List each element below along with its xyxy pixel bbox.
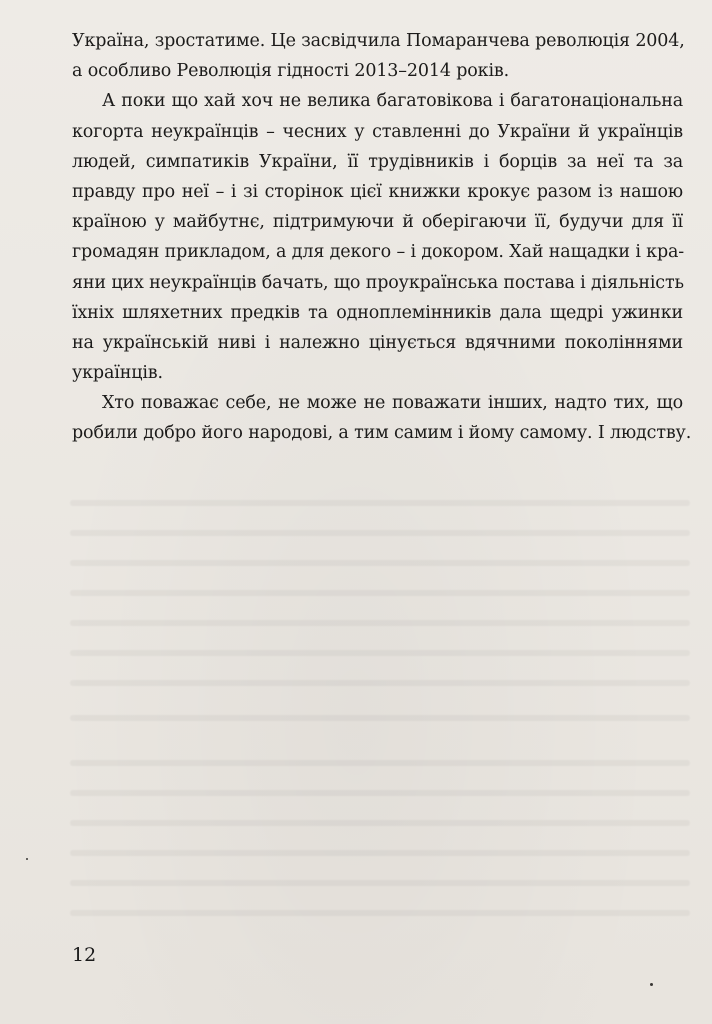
text-line: їхніх шляхетних предків та одноплемінників дала щедрі ужинки	[72, 302, 683, 323]
bleed-through-line	[70, 910, 690, 916]
paragraph	[72, 26, 683, 86]
ink-speck	[650, 983, 653, 986]
text-line: яни цих неукраїнців бачать, що проукраїнська постава і діяльність	[72, 272, 684, 293]
text-line: українців.	[72, 363, 163, 384]
bleed-through-line	[70, 500, 690, 506]
text-line: А поки що хай хоч не велика багатовікова і багатонаціональна	[102, 91, 683, 112]
text-line: країною у майбутнє, підтримуючи й оберігаючи її, будучи для її	[72, 212, 683, 233]
text-line: громадян прикладом, а для декого – і докором. Хай нащадки і кра-	[72, 242, 685, 263]
bleed-through-line	[70, 715, 690, 721]
bleed-through-line	[70, 680, 690, 686]
bleed-through-line	[70, 790, 690, 796]
bleed-through-line	[70, 620, 690, 626]
text-line: на українській ниві і належно цінується вдячними поколіннями	[72, 332, 683, 353]
bleed-through-line	[70, 560, 690, 566]
text-line: когорта неукраїнців – чесних у ставленні до України й українців	[72, 121, 683, 142]
body-text	[72, 26, 692, 449]
bleed-through-line	[70, 650, 690, 656]
ink-speck	[26, 858, 28, 860]
text-line: а особливо Революція гідності 2013–2014 років.	[72, 61, 510, 82]
page-number: 12	[72, 944, 97, 966]
text-line: Хто поважає себе, не може не поважати інших, надто тих, що	[102, 393, 683, 414]
bleed-through-line	[70, 850, 690, 856]
text-line: правду про неї – і зі сторінок цієї книжки крокує разом із нашою	[72, 181, 683, 202]
paragraph	[72, 388, 692, 448]
bleed-through-line	[70, 760, 690, 766]
text-line: робили добро його народові, а тим самим і йому самому. І людству.	[72, 423, 692, 444]
bleed-through-line	[70, 880, 690, 886]
paragraph	[72, 86, 683, 388]
bleed-through-line	[70, 820, 690, 826]
text-line: Україна, зростатиме. Це засвідчила Помаранчева революція 2004,	[72, 31, 685, 51]
bleed-through-line	[70, 590, 690, 596]
bleed-through-line	[70, 530, 690, 536]
text-line: людей, симпатиків України, її трудівників і борців за неї та за	[72, 151, 683, 172]
